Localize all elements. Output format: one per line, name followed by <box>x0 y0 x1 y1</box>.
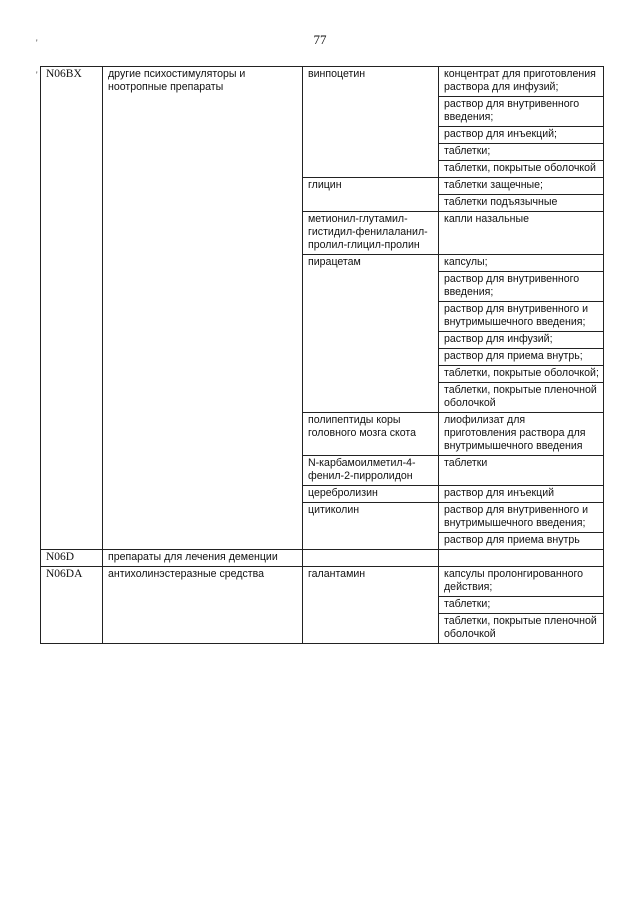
dosage-form-empty <box>439 550 604 567</box>
dosage-form: концентрат для приготовления раствора для инфузий; <box>439 67 604 97</box>
drug-name: галантамин <box>303 567 439 644</box>
dosage-form: таблетки подъязычные <box>439 195 604 212</box>
group-name: антихолинэстеразные средства <box>103 567 303 644</box>
drug-name: глицин <box>303 178 439 212</box>
dosage-form: таблетки, покрытые оболочкой; <box>439 366 604 383</box>
drug-name: винпоцетин <box>303 67 439 178</box>
dosage-form: капсулы; <box>439 255 604 272</box>
drug-name: церебролизин <box>303 486 439 503</box>
dosage-form: раствор для внутривенного введения; <box>439 97 604 127</box>
drug-name: пирацетам <box>303 255 439 413</box>
margin-mark: ' <box>36 38 38 48</box>
dosage-form: таблетки; <box>439 597 604 614</box>
table-body <box>41 67 604 644</box>
dosage-form: таблетки, покрытые пленочной оболочкой <box>439 383 604 413</box>
dosage-form: таблетки, покрытые оболочкой <box>439 161 604 178</box>
margin-mark: ' <box>36 70 38 80</box>
drug-name: метионил-глутамил-гистидил-фенилаланил-пролил-глицил-пролин <box>303 212 439 255</box>
table-row <box>41 550 604 567</box>
atc-code: N06DA <box>41 567 103 644</box>
dosage-form: раствор для внутривенного и внутримышечного введения; <box>439 302 604 332</box>
dosage-form: раствор для инфузий; <box>439 332 604 349</box>
drug-name: полипептиды коры головного мозга скота <box>303 413 439 456</box>
dosage-form: раствор для инъекций <box>439 486 604 503</box>
dosage-form: лиофилизат для приготовления раствора для внутримышечного введения <box>439 413 604 456</box>
dosage-form: таблетки; <box>439 144 604 161</box>
dosage-form: раствор для внутривенного и внутримышечного введения; <box>439 503 604 533</box>
dosage-form: раствор для инъекций; <box>439 127 604 144</box>
table-row <box>41 567 604 597</box>
drug-name: N-карбамоилметил-4-фенил-2-пирролидон <box>303 456 439 486</box>
atc-code: N06BX <box>41 67 103 550</box>
drug-name: цитиколин <box>303 503 439 550</box>
dosage-form: таблетки защечные; <box>439 178 604 195</box>
drug-name-empty <box>303 550 439 567</box>
dosage-form: раствор для внутривенного введения; <box>439 272 604 302</box>
group-name: другие психостимуляторы и ноотропные препараты <box>103 67 303 550</box>
dosage-form: таблетки <box>439 456 604 486</box>
dosage-form: таблетки, покрытые пленочной оболочкой <box>439 614 604 644</box>
group-name: препараты для лечения деменции <box>103 550 303 567</box>
atc-code: N06D <box>41 550 103 567</box>
table-row <box>41 67 604 97</box>
page-number: 77 <box>313 32 327 47</box>
dosage-form: раствор для приема внутрь <box>439 533 604 550</box>
dosage-form: раствор для приема внутрь; <box>439 349 604 366</box>
dosage-form: капли назальные <box>439 212 604 255</box>
drug-table <box>40 66 604 644</box>
dosage-form: капсулы пролонгированного действия; <box>439 567 604 597</box>
